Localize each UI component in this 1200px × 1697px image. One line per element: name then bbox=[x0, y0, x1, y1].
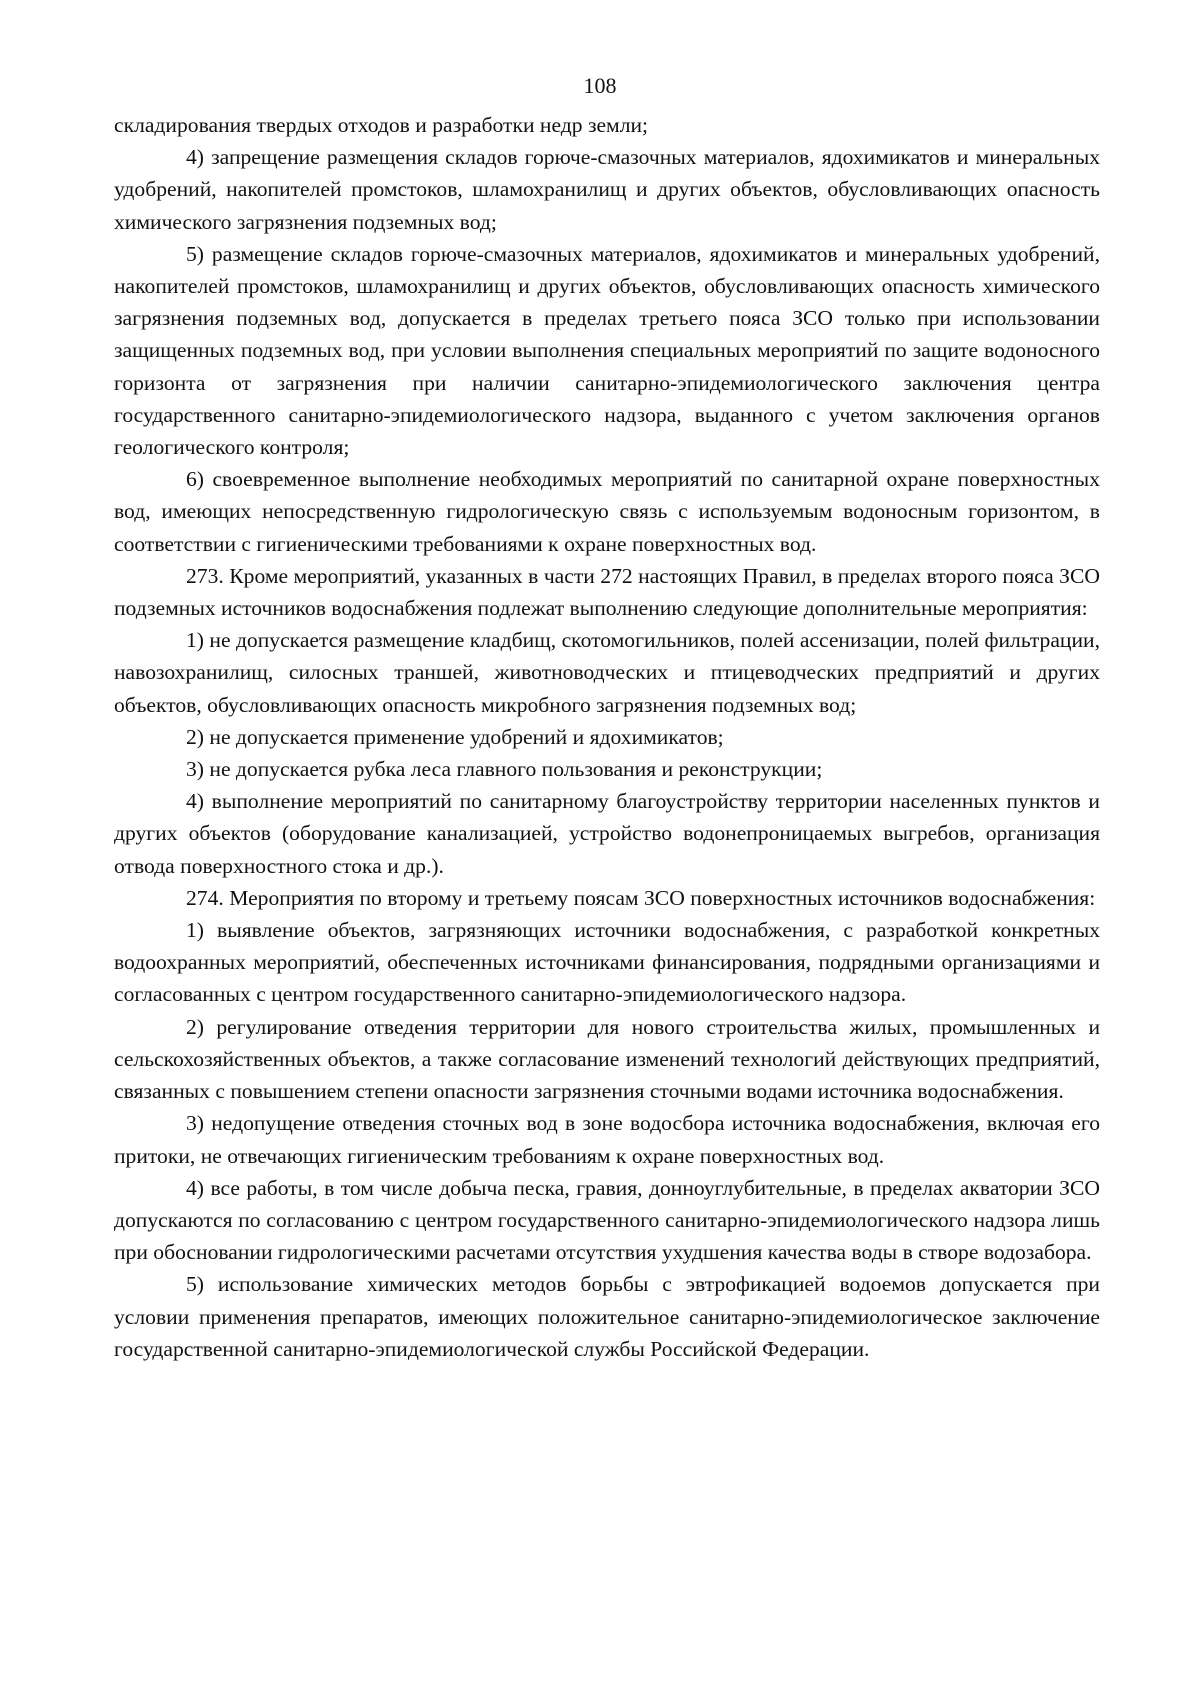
paragraph-272-item-4: 4) запрещение размещения складов горюче-смазочных материалов, ядохимикатов и минеральных удобрений, накопителей промстоков, шламохранилищ и других объектов, обусловливающих опасность химического загрязнения подземных вод; bbox=[114, 145, 1100, 234]
paragraph-273-item-3: 3) не допускается рубка леса главного пользования и реконструкции; bbox=[186, 757, 823, 782]
paragraph-274-item-1: 1) выявление объектов, загрязняющих источники водоснабжения, с разработкой конкретных водоохранных мероприятий, обеспеченных источниками финансирования, подрядными организациями и согласованных с центром государственного санитарно-эпидемиологического надзора. bbox=[114, 918, 1100, 1007]
page-number: 108 bbox=[583, 73, 617, 98]
paragraph-273: 273. Кроме мероприятий, указанных в части 272 настоящих Правил, в пределах второго пояса ЗСО подземных источников водоснабжения подлежат выполнению следующие дополнительные мероприятия: bbox=[114, 563, 1100, 621]
paragraph-continuation: складирования твердых отходов и разработки недр земли; bbox=[114, 113, 649, 137]
paragraph-274-item-4: 4) все работы, в том числе добыча песка, гравия, донноуглубительные, в пределах акватории ЗСО допускаются по согласованию с центром государственного санитарно-эпидемиологического надзора лишь при обосновании гидрологическими расчетами отсутствия ухудшения качества воды в створе водозабора. bbox=[114, 1175, 1100, 1265]
paragraph-274-item-2: 2) регулирование отведения территории для нового строительства жилых, промышленных и сельскохозяйственных объектов, а также согласование изменений технологий действующих предприятий, связанных с повышением степени опасности загрязнения сточными водами источника водоснабжения. bbox=[114, 1014, 1100, 1104]
paragraph-272-item-5: 5) размещение складов горюче-смазочных материалов, ядохимикатов и минеральных удобрений, накопителей промстоков, шламохранилищ и других объектов, обусловливающих опасность химического загрязнения подземных вод, допускается в пределах третьего пояса ЗСО только при использовании защищенных подземных вод, при условии выполнения специальных мероприятий по защите водоносного горизонта от загрязнения при наличии санитарно-эпидемиологического заключения центра государственного санитарно-эпидемиологического надзора, выданного с учетом заключения органов геологического контроля; bbox=[114, 241, 1100, 460]
document-body bbox=[114, 109, 1100, 1365]
paragraph-274-item-5: 5) использование химических методов борьбы с эвтрофикацией водоемов допускается при условии применения препаратов, имеющих положительное санитарно-эпидемиологическое заключение государственной санитарно-эпидемиологической службы Российской Федерации. bbox=[114, 1272, 1100, 1361]
paragraph-273-item-1: 1) не допускается размещение кладбищ, скотомогильников, полей ассенизации, полей фильтрации, навозохранилищ, силосных траншей, животноводческих и птицеводческих предприятий и других объектов, обусловливающих опасность микробного загрязнения подземных вод; bbox=[114, 628, 1100, 717]
paragraph-274-item-3: 3) недопущение отведения сточных вод в зоне водосбора источника водоснабжения, включая его притоки, не отвечающих гигиеническим требованиям к охране поверхностных вод. bbox=[114, 1111, 1100, 1168]
paragraph-273-item-4: 4) выполнение мероприятий по санитарному благоустройству территории населенных пунктов и других объектов (оборудование канализацией, устройство водонепроницаемых выгребов, организация отвода поверхностного стока и др.). bbox=[114, 789, 1100, 878]
paragraph-274: 274. Мероприятия по второму и третьему поясам ЗСО поверхностных источников водоснабжения: bbox=[186, 885, 1096, 910]
paragraph-272-item-6: 6) своевременное выполнение необходимых мероприятий по санитарной охране поверхностных вод, имеющих непосредственную гидрологическую связь с используемым водоносным горизонтом, в соответствии с гигиеническими требованиями к охране поверхностных вод. bbox=[114, 467, 1100, 556]
paragraph-273-item-2: 2) не допускается применение удобрений и ядохимикатов; bbox=[186, 724, 724, 749]
